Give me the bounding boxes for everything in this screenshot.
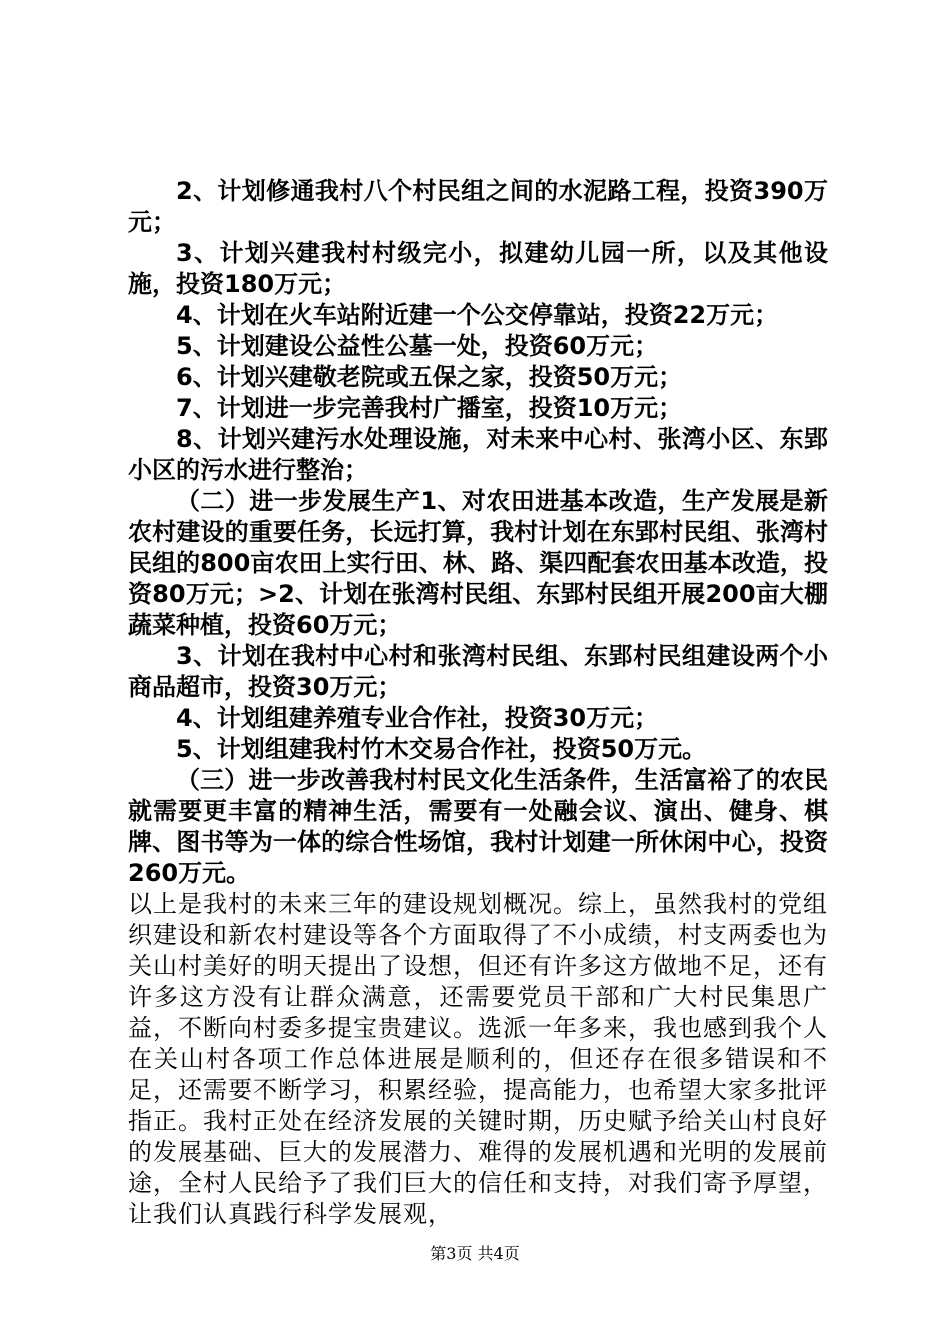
paragraph-bamboo-cooperative: 5、计划组建我村竹木交易合作社，投资50万元。 — [176, 735, 707, 763]
paragraph-supermarket-project: 3、计划在我村中心村和张湾村民组、东郢村民组建设两个小商品超市，投资30万元； — [128, 642, 828, 701]
document-body — [128, 176, 828, 1230]
paragraph-road-project: 2、计划修通我村八个村民组之间的水泥路工程，投资390万元； — [128, 177, 828, 236]
paragraph-nursing-home-project: 6、计划兴建敬老院或五保之家，投资50万元； — [176, 363, 683, 391]
paragraph-cemetery-project: 5、计划建设公益性公墓一处，投资60万元； — [176, 332, 659, 360]
paragraph-school-project: 3、计划兴建我村村级完小，拟建幼儿园一所，以及其他设施，投资180万元； — [128, 239, 828, 298]
paragraph-broadcast-room-project: 7、计划进一步完善我村广播室，投资10万元； — [176, 394, 683, 422]
paragraph-summary: 以上是我村的未来三年的建设规划概况。综上，虽然我村的党组织建设和新农村建设等各个方面取得了不小成绩，村支两委也为关山村美好的明天提出了设想，但还有许多这方做地不足，还有许多这方没有让群众满意，还需要党员干部和广大村民集思广益，不断向村委多提宝贵建议。选派一年多来，我也感到我个人在关山村各项工作总体进展是顺利的，但还存在很多错误和不足，还需要不断学习，积累经验，提高能力，也希望大家多批评指正。我村正处在经济发展的关键时期，历史赋予给关山村良好的发展基础、巨大的发展潜力、难得的发展机遇和光明的发展前途，全村人民给予了我们巨大的信任和支持，对我们寄予厚望，让我们认真践行科学发展观， — [128, 890, 828, 1228]
paragraph-culture-center: （三）进一步改善我村村民文化生活条件，生活富裕了的农民就需要更丰富的精神生活，需要有一处融会议、演出、健身、棋牌、图书等为一体的综合性场馆，我村计划建一所休闲中心，投资260万元。 — [128, 766, 828, 887]
paragraph-breeding-cooperative: 4、计划组建养殖专业合作社，投资30万元； — [176, 704, 659, 732]
paragraph-sewage-project: 8、计划兴建污水处理设施，对未来中心村、张湾小区、东郢小区的污水进行整治； — [128, 425, 828, 484]
page-footer: 第3页 共4页 — [430, 1244, 520, 1263]
paragraph-production-development: （二）进一步发展生产1、对农田进基本改造，生产发展是新农村建设的重要任务，长远打算，我村计划在东郢村民组、张湾村民组的800亩农田上实行田、林、路、渠四配套农田基本改造，投资80万元；>2、计划在张湾村民组、东郢村民组开展200亩大棚蔬菜种植，投资60万元； — [128, 487, 828, 639]
paragraph-bus-stop-project: 4、计划在火车站附近建一个公交停靠站，投资22万元； — [176, 301, 779, 329]
